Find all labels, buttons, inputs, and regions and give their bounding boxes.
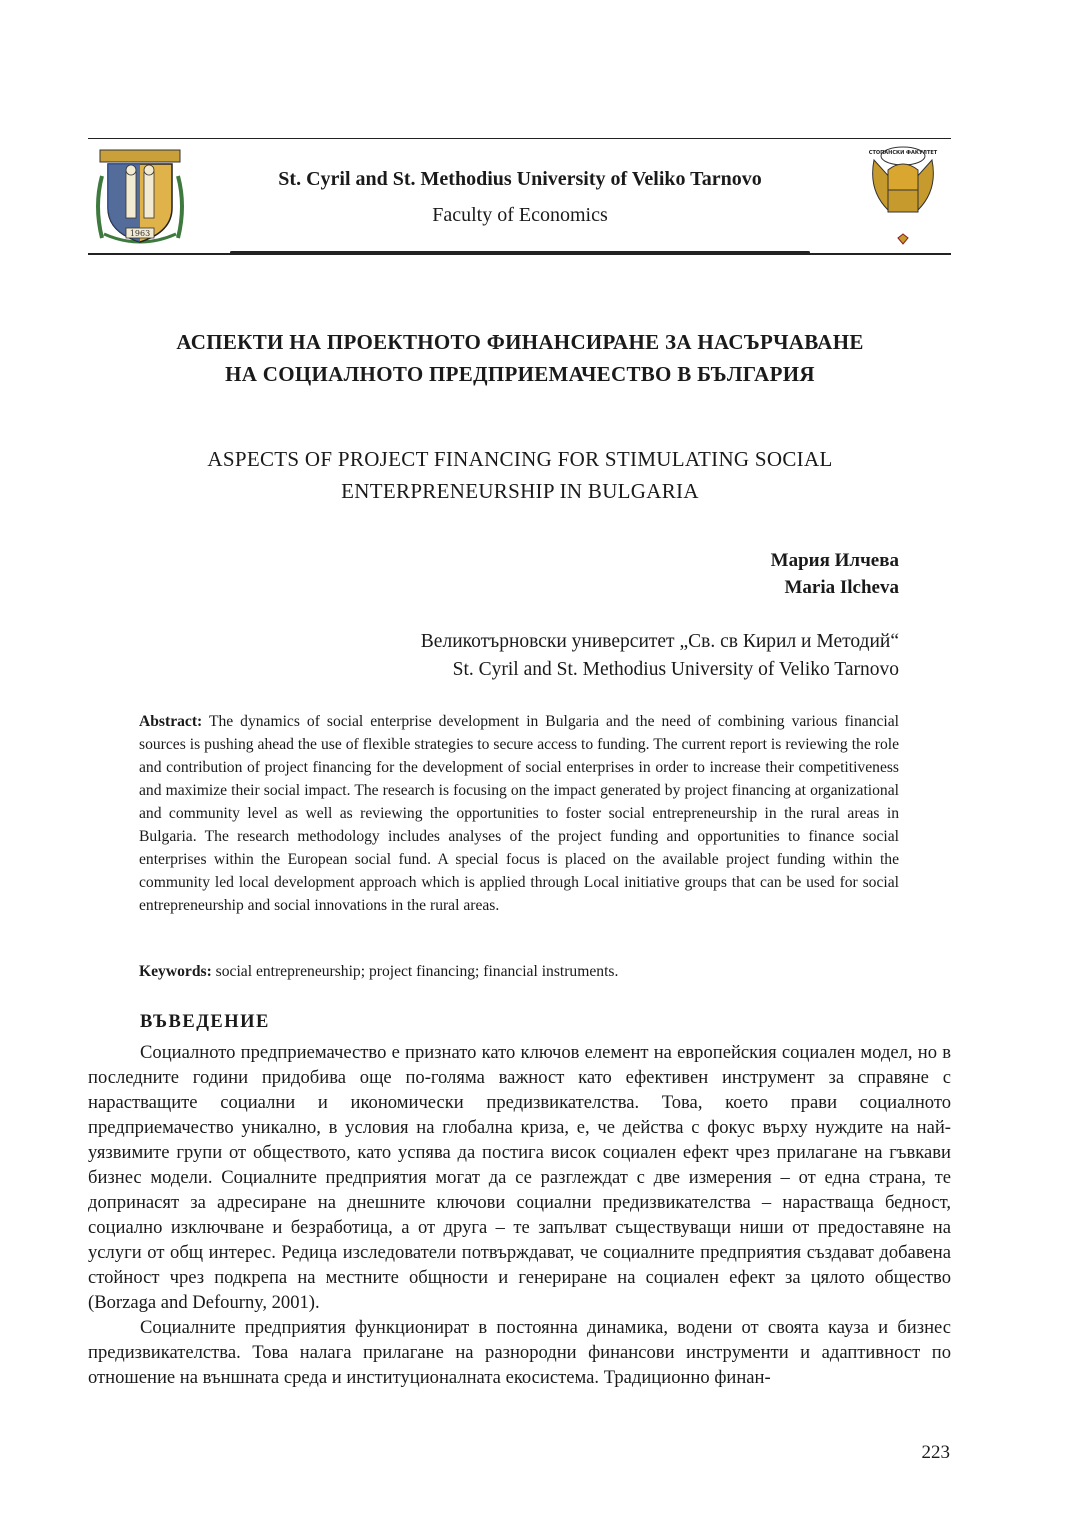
header-bottom-rule-accent xyxy=(230,251,810,254)
page-number: 223 xyxy=(921,1442,950,1463)
keywords xyxy=(139,960,899,983)
abstract-label: Abstract: xyxy=(139,713,203,730)
faculty-emblem-logo xyxy=(868,140,938,250)
title-en-line: ASPECTS OF PROJECT FINANCING FOR STIMULATING SOCIAL xyxy=(207,447,833,471)
keywords-label: Keywords: xyxy=(139,963,212,980)
author-name-bg: Мария Илчева xyxy=(770,550,899,571)
university-crest-logo xyxy=(92,146,188,250)
paper-title-bg xyxy=(100,326,940,390)
paper-title-en xyxy=(100,443,940,507)
emblem-text: СТОПАНСКИ ФАКУЛТЕТ xyxy=(868,150,938,156)
university-name: St. Cyril and St. Methodius University of Veliko Tarnovo xyxy=(278,168,762,190)
crest-year: 1963 xyxy=(129,229,151,238)
body-paragraph: Социалните предприятия функционират в постоянна динамика, водени от своята кауза и бизнес предизвикателства. Това налага прилагане на разнородни финансови инструменти и адаптивност по отношение на външната среда и институционалната екосистема. Традиционно финан- xyxy=(88,1317,951,1388)
title-bg-line: АСПЕКТИ НА ПРОЕКТНОТО ФИНАНСИРАНЕ ЗА НАСЪРЧАВАНЕ xyxy=(176,330,864,354)
keywords-text: social entrepreneurship; project financing; financial instruments. xyxy=(215,963,619,980)
title-bg-line: НА СОЦИАЛНОТО ПРЕДПРИЕМАЧЕСТВО В БЪЛГАРИЯ xyxy=(225,362,815,386)
section-heading: ВЪВЕДЕНИЕ xyxy=(140,1012,270,1032)
author-name-en: Maria Ilcheva xyxy=(784,577,899,598)
abstract-text: The dynamics of social enterprise development in Bulgaria and the need of combining various financial sources is pushing ahead the use of flexible strategies to secure access to funding. The current report is reviewing the role and contribution of project financing for the development of social enterprises in order to increase their competitiveness and maximize their social impact. The research is focusing on the impact generated by project financing at organizational and community level as well as reviewing the opportunities to foster social entrepreneurship in the rural areas in Bulgaria. The research methodology includes analyses of the project funding and opportunities to finance social enterprises within the European social fund. A special focus is placed on the available project funding within the community led local development approach which is applied through Local initiative groups that can be used for social entrepreneurship and social innovations in the rural areas. xyxy=(139,713,899,914)
faculty-name: Faculty of Economics xyxy=(432,204,608,226)
title-en-line: ENTERPRENEURSHIP IN BULGARIA xyxy=(341,479,699,503)
abstract xyxy=(139,710,899,917)
affiliation-bg: Великотърновски университет „Св. св Кирил и Методий“ xyxy=(420,631,899,652)
affiliation-en: St. Cyril and St. Methodius University of Veliko Tarnovo xyxy=(452,659,899,680)
body-paragraph: Социалното предприемачество е признато като ключов елемент на европейския социален модел, но в последните години придобива още по-голяма важност като ефективен инструмент за справяне с нарастващите социални и икономически предизвикателства. Това, което прави социалното предприемачество уникално, в условия на глобална криза, е, че действа с фокус върху нуждите на най-уязвимите групи от обществото, като успява да постига висок социален ефект чрез прилагане на гъвкави бизнес модели. Социалните предприятия могат да се разглеждат с две измерения – от една страна, те допринасят за адресиране на днешните ключови социални предизвикателства – нарастваща бедност, социално изключване и безработица, а от друга – те запълват съществуващи ниши от предоставяне на услуги от общ интерес. Редица изследователи потвърждават, че социалните предприятия създават добавена стойност чрез подкрепа на местните общности и генериране на социален ефект за цялото общество (Borzaga and Defourny, 2001). xyxy=(88,1042,951,1313)
header-top-rule xyxy=(88,138,951,139)
